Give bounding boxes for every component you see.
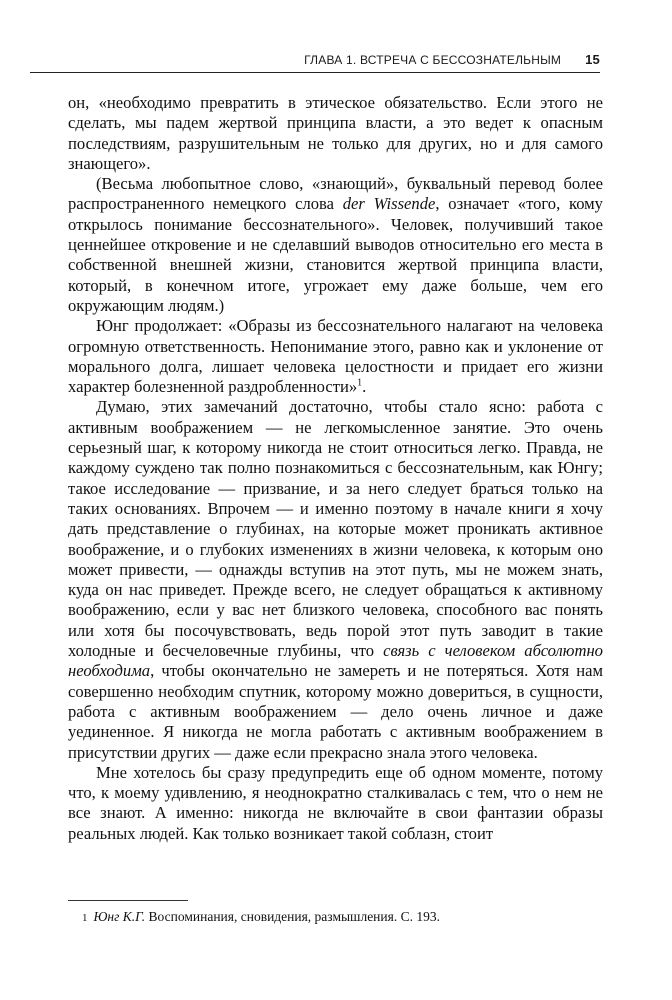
footnote-rule	[68, 900, 188, 901]
page-number: 15	[585, 52, 600, 67]
paragraph-4	[68, 397, 603, 762]
footnote-text: Воспоминания, сновидения, размышления. С. 193.	[145, 909, 440, 924]
paragraph-2-text-a: (Весьма любопытное слово, «знающий», буквальный перевод более распространенного немецкого слова	[68, 174, 603, 214]
footnote-reference[interactable]: 1	[357, 377, 363, 389]
header-rule	[30, 72, 600, 73]
paragraph-4-text-a: Думаю, этих замечаний достаточно, чтобы стало ясно: работа с активным воображением — не легкомысленное занятие. Это очень серьезный шаг, к которому никогда не стоит относиться легко. Правда, не каждому суждено так полно познакомиться с бессознательным, как Юнгу; такое исследование — призвание, и за него следует браться только на таких основаниях. Впрочем — и именно поэтому в начале книги я хочу дать представление о глубинах, на которые может проникать активное воображение, и о глубоких изменениях в жизни человека, к которым оно может привести, — однажды вступив на этот путь, мы не можем знать, куда он нас приведет. Прежде всего, не следует обращаться к активному воображению, если у вас нет близкого человека, способного вас понять или хотя бы посочувствовать, ведь порой этот путь заводит в такие холодные и бесчеловечные глубины, что	[68, 397, 603, 661]
paragraph-3-end: .	[362, 377, 367, 397]
footnote-number: 1	[82, 912, 88, 924]
paragraph-3	[68, 316, 603, 397]
paragraph-1-text: он, «необходимо превратить в этическое обязательство. Если этого не сделать, мы падем жертвой принципа власти, а это ведет к опасным последствиям, разрушительным не только для других, но и для самого знающего».	[68, 93, 603, 173]
paragraph-4-italic: связь с человеком абсолютно необходима	[68, 641, 603, 681]
paragraph-5-text: Мне хотелось бы сразу предупредить еще об одном моменте, потому что, к моему удивлению, я неоднократно сталкивалась с тем, что о нем не все знают. А именно: никогда не включайте в свои фантазии образы реальных людей. Как только возникает такой соблазн, стоит	[68, 762, 603, 843]
paragraph-3-text: Юнг продолжает: «Образы из бессознательного налагают на человека огромную ответственность. Непонимание этого, равно как и уклонение от морального долга, лишает человека целостности и придает его жизни характер болезненной раздробленности»	[68, 316, 603, 397]
paragraph-4-text-b: , чтобы окончательно не замереть и не потеряться. Хотя нам совершенно необходим спутник, которому можно довериться, в сущности, работа с активным воображением — дело очень личное и даже уединенное. Я никогда не могла работать с активным воображением в присутствии других — даже если прекрасно знала этого человека.	[68, 661, 603, 762]
paragraph-2	[68, 174, 603, 316]
paragraph-2-italic: der Wissende	[342, 194, 436, 214]
chapter-title: ГЛАВА 1. ВСТРЕЧА С БЕССОЗНАТЕЛЬНЫМ	[304, 53, 562, 67]
body-text	[68, 93, 603, 844]
footnote-author: Юнг К.Г.	[93, 909, 146, 924]
paragraph-2-text-b: , означает «того, кому открылось понимание бессознательного». Человек, получивший такое ценнейшее откровение и не сделавший выводов относительно его места в собственной внешней жизни, становится жертвой принципа власти, который, в конечном итоге, угрожает ему даже больше, чем его окружающим людям.)	[68, 194, 603, 315]
paragraph-1	[68, 93, 603, 174]
footnote	[68, 908, 603, 927]
paragraph-5	[68, 763, 603, 844]
